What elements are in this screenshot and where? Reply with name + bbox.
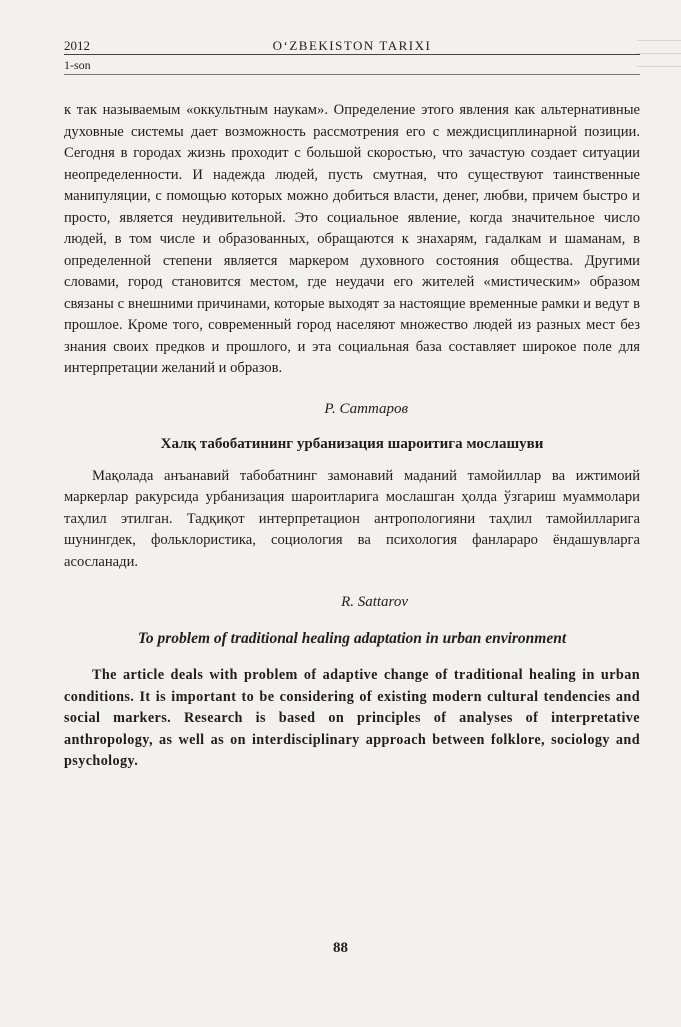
abstract-uz: Мақолада анъанавий табобатнинг замонавий маданий тамойиллар ва ижтимоий маркерлар ракурсида урбанизация шароитларига мослашган ҳолда ўзгариш муаммолари таҳлил этилган. Тадқиқот интерпретацион антропологияни таҳлил тамойилларига шунингдек, фольклористика, социология ва психология фанлараро ёндашувларга асосланади. bbox=[64, 467, 640, 570]
title-uz: Халқ табобатининг урбанизация шароитига мослашуви bbox=[160, 435, 544, 452]
author-cyrillic: Р. Саттаров bbox=[324, 400, 408, 417]
abstract-en: The article deals with problem of adaptive change of traditional healing in urban conditions. It is important to be considering of existing modern cultural tendencies and social markers. Research is based on principles of analyses of interpretative anthropology, as well as on interdisciplinary approach between folklore, sociology and psychology. bbox=[64, 667, 640, 769]
running-header bbox=[64, 38, 640, 78]
author-latin: R. Sattarov bbox=[341, 594, 408, 610]
title-en: To problem of traditional healing adaptation in urban environment bbox=[137, 630, 567, 647]
header-rule-lower bbox=[64, 74, 640, 75]
article-body bbox=[64, 100, 640, 773]
header-issue: 1-son bbox=[64, 58, 91, 72]
page-number: 88 bbox=[333, 940, 348, 956]
paragraph-ru: к так называемым «оккультным наукам». Определение этого явления как альтернативные духовные системы дает возможность рассмотрения его с междисциплинарной позиции. Сегодня в городах жизнь проходит с большой скоростью, что зачастую создает ситуации неопределенности. И надежда людей, пусть смутная, что существуют таинственные манипуляции, с помощью которых можно добиться власти, денег, любви, причем быстро и просто, является неудивительной. Это социальное явление, когда значительное число людей, в том числе и образованных, обращаются к знахарям, гадалкам и шаманам, в определенной степени является маркером духовного состояния общества. Другими словами, город становится местом, где неудачи его жителей «мистическим» образом связаны с внешними причинами, которые выходят за настоящие временные рамки и ведут в прошлое. Кроме того, современный город населяют множество людей из разных мест без знания своих предков и прошлого, и эта социальная база составляет широкое поле для интерпретации желаний и образов. bbox=[64, 102, 640, 376]
header-year: 2012 bbox=[64, 38, 90, 53]
header-rule bbox=[64, 54, 640, 55]
header-journal-title: O‘ZBEKISTON TARIXI bbox=[272, 38, 432, 53]
bleed-through-marks bbox=[637, 40, 681, 80]
